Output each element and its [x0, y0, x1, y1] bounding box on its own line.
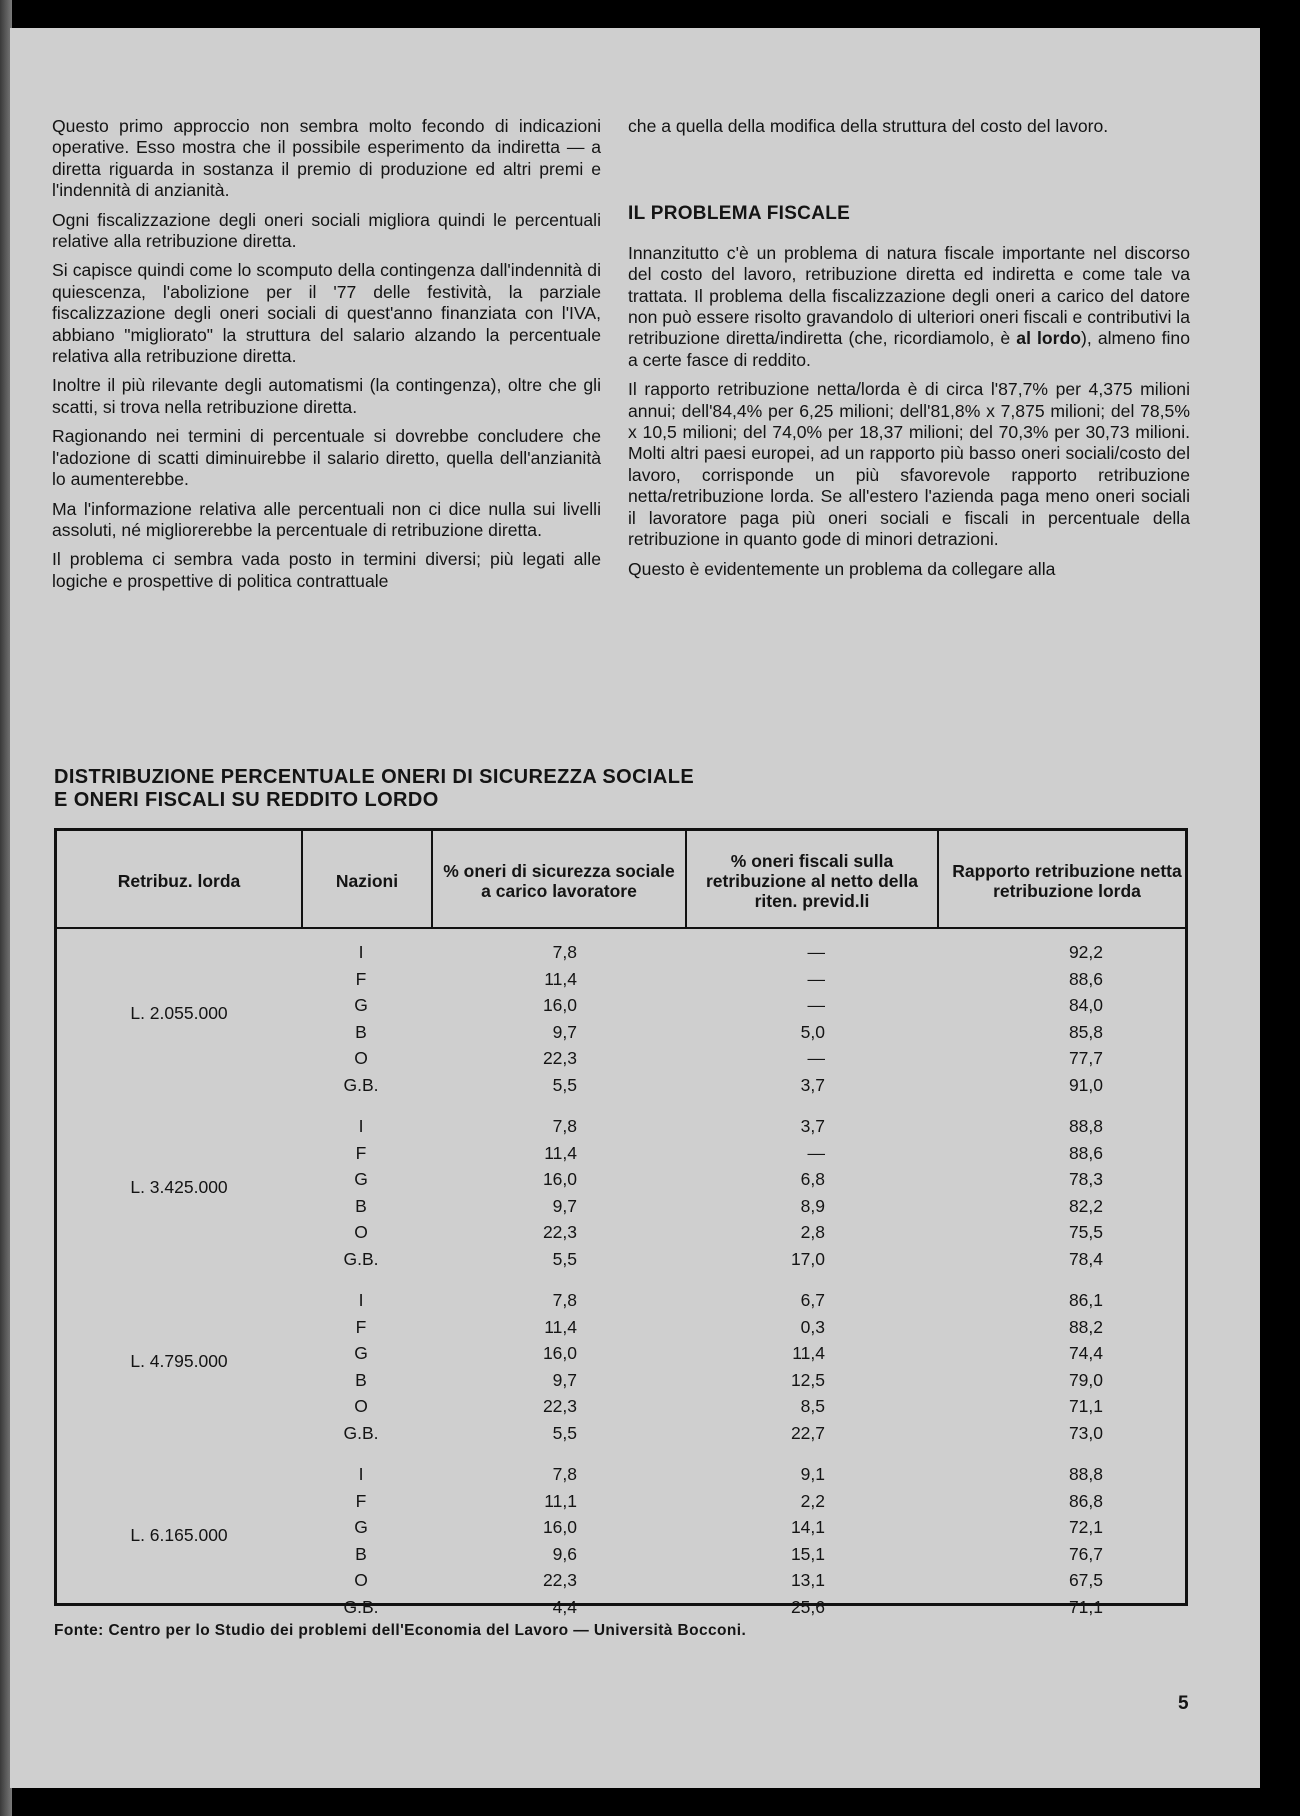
bold-phrase: al lordo — [1016, 328, 1082, 349]
header-divider — [57, 927, 1185, 929]
income-group-label: L. 4.795.000 — [130, 1351, 228, 1371]
cell-nazione: B — [355, 1543, 367, 1564]
cell-rapporto: 88,8 — [1068, 1116, 1103, 1136]
cell-nazione: I — [358, 942, 364, 962]
column-divider — [685, 831, 687, 929]
income-group-label: L. 2.055.000 — [130, 1003, 228, 1023]
cell-nazione: O — [354, 1222, 368, 1242]
cell-rapporto: 78,3 — [1068, 1169, 1103, 1189]
cell-oneri-fiscali: 3,7 — [800, 1116, 825, 1136]
cell-nazione: O — [354, 1396, 368, 1416]
cell-nazione: G.B. — [343, 1248, 379, 1269]
cell-nazione: G — [354, 995, 368, 1015]
cell-nazione: B — [355, 1195, 367, 1216]
cell-oneri-fiscali: — — [807, 942, 825, 962]
cell-nazione: G.B. — [343, 1596, 379, 1617]
cell-rapporto: 88,8 — [1068, 1464, 1103, 1484]
cell-oneri-fiscali: 2,8 — [800, 1222, 825, 1242]
cell-rapporto: 91,0 — [1068, 1074, 1103, 1095]
cell-oneri-fiscali: 2,2 — [800, 1490, 825, 1511]
cell-oneri-sociali: 11,4 — [544, 1142, 577, 1163]
cell-oneri-fiscali: — — [807, 968, 825, 989]
cell-nazione: I — [358, 1290, 364, 1310]
cell-rapporto: 74,4 — [1068, 1343, 1103, 1363]
cell-rapporto: 77,7 — [1068, 1048, 1103, 1068]
cell-oneri-fiscali: 9,1 — [800, 1464, 825, 1484]
cell-rapporto: 76,7 — [1068, 1543, 1103, 1564]
cell-rapporto: 79,0 — [1068, 1369, 1103, 1390]
right-text-column — [628, 116, 1190, 588]
cell-rapporto: 88,6 — [1068, 1142, 1103, 1163]
cell-rapporto: 71,1 — [1068, 1396, 1103, 1416]
cell-rapporto: 72,1 — [1068, 1517, 1103, 1537]
cell-rapporto: 71,1 — [1068, 1596, 1103, 1617]
cell-nazione: G — [354, 1343, 368, 1363]
column-divider — [431, 831, 433, 929]
cell-rapporto: 84,0 — [1068, 995, 1103, 1015]
cell-nazione: G — [354, 1517, 368, 1537]
cell-oneri-fiscali: — — [807, 995, 825, 1015]
cell-nazione: O — [354, 1570, 368, 1590]
cell-nazione: G — [354, 1169, 368, 1189]
cell-oneri-sociali: 16,0 — [542, 1343, 577, 1363]
cell-oneri-fiscali: 5,0 — [800, 1021, 825, 1042]
paragraph — [628, 243, 1190, 371]
paragraph: che a quella della modifica della struttura del costo del lavoro. — [628, 116, 1109, 136]
cell-oneri-sociali: 22,3 — [542, 1396, 577, 1416]
cell-oneri-sociali: 22,3 — [542, 1570, 577, 1590]
income-group — [57, 1113, 1185, 1271]
income-group — [57, 939, 1185, 1097]
cell-nazione: B — [355, 1369, 367, 1390]
table-source-note: Fonte: Centro per lo Studio dei problemi dell'Economia del Lavoro — Università Bocconi. — [54, 1622, 747, 1639]
paragraph: Questo è evidentemente un problema da collegare alla — [628, 558, 1056, 579]
cell-oneri-fiscali: 12,5 — [790, 1369, 825, 1390]
cell-oneri-fiscali: 3,7 — [800, 1074, 825, 1095]
paragraph: Il rapporto retribuzione netta/lorda è di circa l'87,7% per 4,375 milioni annui; dell'84,4% per 6,25 milioni; dell'81,8% x 7,875 milioni; del 78,5% x 10,5 milioni; del 74,0% per 18,37 milioni; del 70,3% per 30,73 milioni. Molti altri paesi europei, ad un rapporto più basso oneri sociali/costo del lavoro, corrisponde un più sfavorevole rapporto retribuzione netta/retribuzione lorda. Se all'estero l'azienda paga meno oneri sociali il lavoratore paga più oneri sociali e fiscali in percentuale della retribuzione in quanto gode di minori detrazioni. — [628, 379, 1190, 550]
cell-oneri-fiscali: 0,3 — [800, 1316, 825, 1337]
cell-nazione: G.B. — [343, 1074, 379, 1095]
cell-nazione: O — [354, 1048, 368, 1068]
cell-nazione: G.B. — [343, 1422, 379, 1443]
header-nazioni: Nazioni — [335, 871, 399, 891]
cell-oneri-sociali: 5,5 — [552, 1074, 577, 1095]
cell-oneri-fiscali: 11,4 — [792, 1343, 825, 1363]
cell-oneri-fiscali: 15,1 — [790, 1543, 825, 1564]
cell-oneri-sociali: 5,5 — [552, 1248, 577, 1269]
cell-oneri-fiscali: 13,1 — [790, 1570, 825, 1590]
header-rapporto: Rapporto retribuzione netta retribuzione lorda — [952, 861, 1182, 901]
paragraph: Il problema ci sembra vada posto in termini diversi; più legati alle logiche e prospettive di politica contrattuale — [52, 549, 601, 591]
cell-oneri-sociali: 22,3 — [542, 1222, 577, 1242]
paragraph: Ogni fiscalizzazione degli oneri sociali migliora quindi le percentuali relative alla retribuzione diretta. — [52, 209, 601, 252]
cell-oneri-sociali: 16,0 — [542, 995, 577, 1015]
paragraph-text: ), almeno fino a certe fasce di reddito. — [628, 328, 1190, 370]
section-heading: IL PROBLEMA FISCALE — [628, 203, 851, 225]
cell-rapporto: 78,4 — [1068, 1248, 1103, 1269]
header-oneri-fiscali: % oneri fiscali sulla retribuzione al netto della riten. previd.li — [706, 851, 918, 911]
cell-oneri-sociali: 7,8 — [552, 1464, 577, 1484]
paragraph: Inoltre il più rilevante degli automatismi (la contingenza), oltre che gli scatti, si trova nella retribuzione diretta. — [52, 375, 601, 417]
cell-oneri-fiscali: 17,0 — [790, 1248, 825, 1269]
cell-nazione: F — [355, 1490, 367, 1511]
cell-oneri-fiscali: 6,7 — [800, 1290, 825, 1310]
cell-nazione: I — [358, 1116, 364, 1136]
income-group-label: L. 6.165.000 — [130, 1525, 228, 1545]
header-oneri-sociali: % oneri di sicurezza sociale a carico lavoratore — [443, 861, 675, 901]
magazine-page — [10, 28, 1260, 1788]
cell-oneri-fiscali: — — [807, 1142, 825, 1163]
table-title-line: DISTRIBUZIONE PERCENTUALE ONERI DI SICUREZZA SOCIALE — [54, 766, 695, 788]
cell-rapporto: 88,6 — [1068, 968, 1103, 989]
cell-nazione: I — [358, 1464, 364, 1484]
cell-rapporto: 92,2 — [1068, 942, 1103, 962]
cell-oneri-sociali: 11,4 — [544, 1316, 577, 1337]
cell-oneri-fiscali: 25,6 — [790, 1596, 825, 1617]
left-text-column — [52, 116, 601, 600]
paragraph: Ragionando nei termini di percentuale si dovrebbe concludere che l'adozione di scatti diminuirebbe il salario diretto, quella dell'anzianità lo aumenterebbe. — [52, 426, 601, 490]
cell-nazione: F — [355, 1316, 367, 1337]
cell-rapporto: 86,1 — [1068, 1290, 1103, 1310]
cell-oneri-sociali: 22,3 — [542, 1048, 577, 1068]
cell-rapporto: 86,8 — [1068, 1490, 1103, 1511]
column-divider — [937, 831, 939, 929]
header-retribuzione: Retribuz. lorda — [117, 871, 241, 891]
cell-nazione: F — [355, 968, 367, 989]
income-group — [57, 1287, 1185, 1445]
cell-oneri-fiscali: 22,7 — [790, 1422, 825, 1443]
cell-rapporto: 85,8 — [1068, 1021, 1103, 1042]
income-group-label: L. 3.425.000 — [130, 1177, 228, 1197]
paragraph: Questo primo approccio non sembra molto fecondo di indicazioni operative. Esso mostra che il possibile esperimento da indiretta — a diretta riguarda in sostanza il premio di produzione ed altri premi e l'indennità di anzianità. — [52, 116, 601, 201]
cell-oneri-fiscali: 8,5 — [800, 1396, 825, 1416]
cell-nazione: F — [355, 1142, 367, 1163]
cell-oneri-sociali: 7,8 — [552, 942, 577, 962]
paragraph: Ma l'informazione relativa alle percentuali non ci dice nulla sui livelli assoluti, né migliorerebbe la percentuale di retribuzione diretta. — [52, 498, 601, 540]
cell-oneri-sociali: 9,7 — [552, 1195, 577, 1216]
cell-rapporto: 75,5 — [1068, 1222, 1103, 1242]
cell-nazione: B — [355, 1021, 367, 1042]
paragraph-text: Innanzitutto c'è un problema di natura fiscale importante nel discorso del costo del lavoro, retribuzione diretta ed indiretta e come tale va trattata. Il problema della fiscalizzazione degli oneri a carico del datore non può essere risolto gravandolo di ulteriori oneri fiscali e contributivi la retribuzione diretta/indiretta (che, ricordiamolo, è — [628, 242, 1190, 349]
cell-oneri-sociali: 16,0 — [542, 1169, 577, 1189]
cell-rapporto: 67,5 — [1068, 1570, 1103, 1590]
cell-oneri-sociali: 9,7 — [552, 1021, 577, 1042]
cell-oneri-fiscali: — — [807, 1048, 825, 1068]
paragraph: Si capisce quindi come lo scomputo della contingenza dall'indennità di quiescenza, l'abolizione per il '77 delle festività, la parziale fiscalizzazione degli oneri sociali di quest'anno finanziata con l'IVA, abbiano "migliorato" la struttura del salario alzando la percentuale relativa alla retribuzione diretta. — [52, 260, 601, 367]
cell-oneri-fiscali: 6,8 — [800, 1169, 825, 1189]
cell-oneri-sociali: 16,0 — [542, 1517, 577, 1537]
cell-oneri-sociali: 4,4 — [552, 1596, 577, 1617]
cell-oneri-sociali: 7,8 — [552, 1116, 577, 1136]
cell-oneri-sociali: 9,7 — [552, 1369, 577, 1390]
cell-oneri-fiscali: 14,1 — [790, 1517, 825, 1537]
table-title — [54, 766, 854, 812]
cell-rapporto: 88,2 — [1068, 1316, 1103, 1337]
cell-oneri-sociali: 7,8 — [552, 1290, 577, 1310]
cell-oneri-sociali: 11,4 — [544, 968, 577, 989]
cell-oneri-fiscali: 8,9 — [800, 1195, 825, 1216]
income-group — [57, 1461, 1185, 1619]
table-title-line: E ONERI FISCALI SU REDDITO LORDO — [54, 789, 439, 811]
page-number: 5 — [1178, 1693, 1189, 1714]
data-table — [54, 828, 1188, 1617]
cell-oneri-sociali: 5,5 — [552, 1422, 577, 1443]
cell-rapporto: 73,0 — [1068, 1422, 1103, 1443]
cell-rapporto: 82,2 — [1068, 1195, 1103, 1216]
cell-oneri-sociali: 9,6 — [552, 1543, 577, 1564]
cell-oneri-sociali: 11,1 — [544, 1490, 577, 1511]
